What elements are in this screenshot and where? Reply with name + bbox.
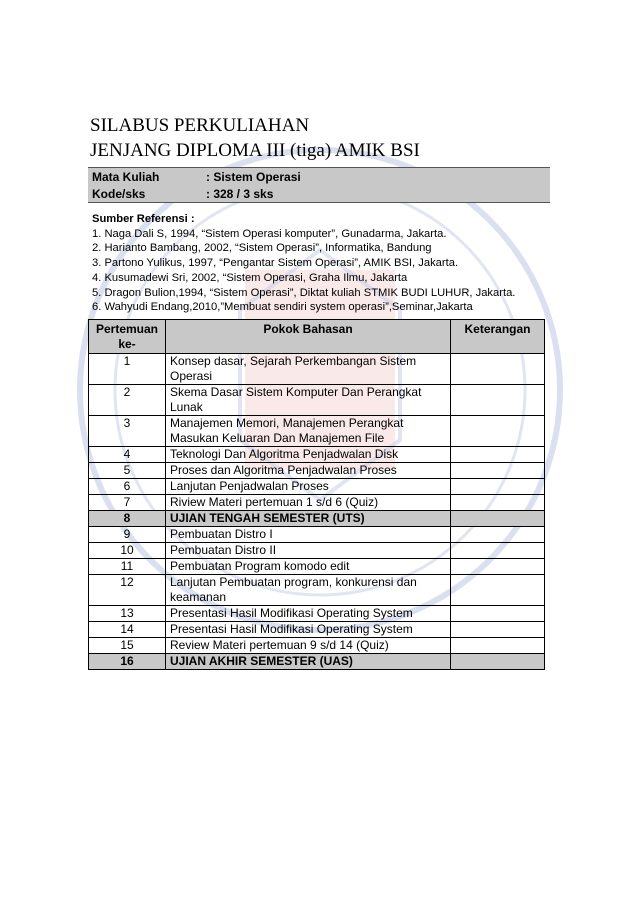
note-cell (451, 527, 545, 543)
note-cell (451, 575, 545, 606)
reference-item: 5. Dragon Bulion,1994, “Sistem Operasi”, Diktat kuliah STMIK BUDI LUHUR, Jakarta. (92, 286, 516, 299)
note-cell (451, 479, 545, 495)
topic-cell: Presentasi Hasil Modifikasi Operating System (166, 606, 451, 622)
meeting-number-cell: 7 (89, 495, 166, 511)
table-row (89, 575, 545, 606)
table-row (89, 416, 545, 447)
reference-item: 3. Partono Yulikus, 1997, “Pengantar Sistem Operasi”, AMIK BSI, Jakarta. (92, 257, 459, 270)
meeting-number-cell: 15 (89, 638, 166, 654)
topic-cell: Lanjutan Pembuatan program, konkurensi dan keamanan (166, 575, 451, 606)
reference-item: 4. Kusumadewi Sri, 2002, “Sistem Operasi, Graha Ilmu, Jakarta (92, 271, 408, 284)
table-row (89, 463, 545, 479)
meeting-number-cell: 10 (89, 543, 166, 559)
meeting-number-cell: 14 (89, 622, 166, 638)
note-cell (451, 606, 545, 622)
note-cell (451, 447, 545, 463)
topic-cell: Teknologi Dan Algoritma Penjadwalan Disk (166, 447, 451, 463)
topic-cell: UJIAN AKHIR SEMESTER (UAS) (166, 654, 451, 670)
meeting-number-cell: 5 (89, 463, 166, 479)
meeting-number-cell: 8 (89, 511, 166, 527)
note-cell (451, 622, 545, 638)
topic-cell: Manajemen Memori, Manajemen Perangkat Masukan Keluaran Dan Manajemen File (166, 416, 451, 447)
meeting-number-cell: 4 (89, 447, 166, 463)
meeting-number-cell: 3 (89, 416, 166, 447)
meeting-number-cell: 1 (89, 354, 166, 385)
reference-item: 2. Harianto Bambang, 2002, “Sistem Operasi”, Informatika, Bandung (92, 242, 432, 255)
reference-item: 1. Naga Dali S, 1994, “Sistem Operasi komputer”, Gunadarma, Jakarta. (92, 227, 447, 240)
course-info-table (88, 167, 550, 203)
table-row (89, 354, 545, 385)
course-code-value: : 328 / 3 sks (202, 185, 550, 203)
note-cell (451, 495, 545, 511)
meeting-number-cell: 9 (89, 527, 166, 543)
note-cell (451, 463, 545, 479)
reference-item: 6. Wahyudi Endang,2010,”Membuat sendiri system operasi”,Seminar,Jakarta (92, 301, 473, 314)
course-name-label: Mata Kuliah (88, 168, 202, 186)
note-cell (451, 559, 545, 575)
table-row (89, 495, 545, 511)
table-row (89, 527, 545, 543)
references-section (92, 212, 515, 315)
table-row (89, 511, 545, 527)
topic-cell: Riview Materi pertemuan 1 s/d 6 (Quiz) (166, 495, 451, 511)
topic-cell: Pembuatan Program komodo edit (166, 559, 451, 575)
note-cell (451, 654, 545, 670)
table-row (89, 654, 545, 670)
meeting-number-cell: 12 (89, 575, 166, 606)
table-row (89, 479, 545, 495)
course-code-label: Kode/sks (88, 185, 202, 203)
table-row (89, 447, 545, 463)
topic-cell: Skema Dasar Sistem Komputer Dan Perangkat Lunak (166, 385, 451, 416)
header-topic: Pokok Bahasan (166, 320, 451, 354)
note-cell (451, 354, 545, 385)
table-row (89, 638, 545, 654)
topic-cell: Pembuatan Distro I (166, 527, 451, 543)
references-title: Sumber Referensi : (92, 213, 195, 225)
course-code-row (88, 185, 550, 203)
topic-cell: Lanjutan Penjadwalan Proses (166, 479, 451, 495)
meeting-number-cell: 6 (89, 479, 166, 495)
note-cell (451, 385, 545, 416)
topic-cell: Review Materi pertemuan 9 s/d 14 (Quiz) (166, 638, 451, 654)
meeting-number-cell: 2 (89, 385, 166, 416)
topic-cell: Proses dan Algoritma Penjadwalan Proses (166, 463, 451, 479)
topic-cell: Presentasi Hasil Modifikasi Operating System (166, 622, 451, 638)
note-cell (451, 511, 545, 527)
topic-cell: Pembuatan Distro II (166, 543, 451, 559)
table-row (89, 622, 545, 638)
meeting-number-cell: 16 (89, 654, 166, 670)
course-name-value: : Sistem Operasi (202, 168, 550, 186)
syllabus-table (88, 319, 545, 670)
note-cell (451, 543, 545, 559)
table-row (89, 543, 545, 559)
topic-cell: UJIAN TENGAH SEMESTER (UTS) (166, 511, 451, 527)
document-title: SILABUS PERKULIAHAN (90, 115, 310, 136)
header-note: Keterangan (451, 320, 545, 354)
meeting-number-cell: 11 (89, 559, 166, 575)
header-meeting: Pertemuan ke- (89, 320, 166, 354)
course-name-row (88, 168, 550, 186)
topic-cell: Konsep dasar, Sejarah Perkembangan Sistem Operasi (166, 354, 451, 385)
table-row (89, 385, 545, 416)
note-cell (451, 416, 545, 447)
meeting-number-cell: 13 (89, 606, 166, 622)
document-subtitle: JENJANG DIPLOMA III (tiga) AMIK BSI (90, 140, 420, 161)
table-row (89, 559, 545, 575)
table-row (89, 606, 545, 622)
note-cell (451, 638, 545, 654)
table-header-row (89, 320, 545, 354)
